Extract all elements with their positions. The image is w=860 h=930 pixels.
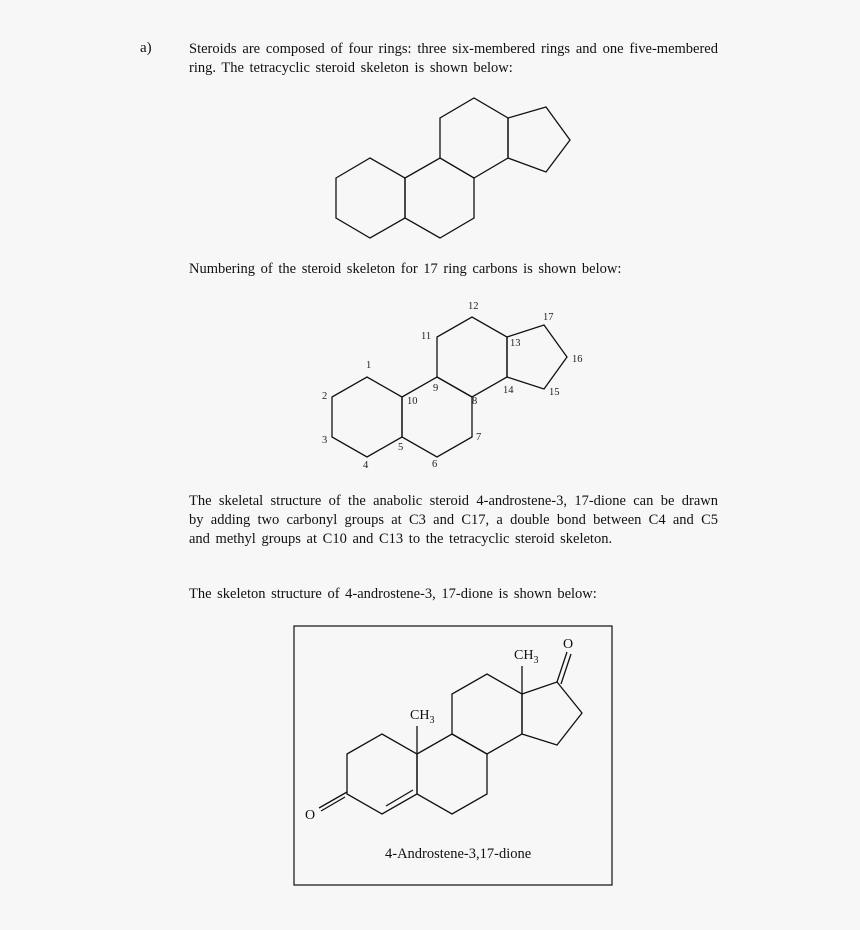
ring-b [405, 158, 474, 238]
andro-ring-d [522, 682, 582, 745]
steroid-skeleton-diagram [336, 98, 570, 238]
andro-ring-c [452, 674, 522, 754]
numbered-skeleton-diagram [322, 301, 583, 471]
numbered-ring-a [332, 377, 402, 457]
skeletal-paragraph: The skeletal structure of the anabolic steroid 4-androstene-3, 17-dione can be drawn by adding two carbonyl groups at C3 and C17, a double bond between C4 and C5 and methyl groups at C10 and C13 to the tetracyclic steroid skeleton. [189, 493, 718, 547]
c3-oxygen-label: O [305, 808, 316, 823]
c3-carbonyl-bond-2 [321, 797, 345, 811]
c3-carbonyl-bond-1 [319, 792, 347, 808]
intro-paragraph: Steroids are composed of four rings: three six-membered rings and one five-membered ring. The tetracyclic steroid skeleton is shown below: [189, 41, 718, 76]
label-c12: 12 [468, 301, 479, 312]
c17-carbonyl-bond-2 [561, 654, 571, 684]
label-c8: 8 [472, 396, 478, 407]
c10-methyl-label: $CH_3$ [410, 708, 435, 726]
label-c15: 15 [549, 387, 560, 398]
label-c4: 4 [363, 460, 369, 471]
label-c10: 10 [407, 396, 418, 407]
ring-a [336, 158, 405, 238]
label-c9: 9 [433, 383, 439, 394]
androstenedione-figure [294, 626, 612, 885]
numbering-paragraph: Numbering of the steroid skeleton for 17 ring carbons is shown below: [189, 261, 622, 277]
label-c11: 11 [421, 331, 432, 342]
structure-caption: 4-Androstene-3,17-dione [385, 846, 532, 862]
label-c1: 1 [366, 360, 372, 371]
label-c14: 14 [503, 385, 514, 396]
label-c17: 17 [543, 312, 554, 323]
ring-d [508, 107, 570, 172]
label-c16: 16 [572, 354, 583, 365]
c17-carbonyl-bond-1 [557, 652, 567, 682]
item-label: a) [140, 40, 152, 56]
skeleton-shown-paragraph: The skeleton structure of 4-androstene-3, 17-dione is shown below: [189, 586, 597, 602]
andro-ring-a [347, 734, 417, 814]
ring-c [440, 98, 508, 178]
numbered-ring-d [507, 325, 567, 389]
andro-ring-b [417, 734, 487, 814]
label-c3: 3 [322, 435, 328, 446]
label-c7: 7 [476, 432, 482, 443]
numbered-ring-c [437, 317, 507, 397]
label-c2: 2 [322, 391, 328, 402]
label-c13: 13 [510, 338, 521, 349]
label-c5: 5 [398, 442, 404, 453]
c17-oxygen-label: O [563, 637, 574, 652]
label-c6: 6 [432, 459, 438, 470]
c13-methyl-label: $CH_3$ [514, 648, 539, 666]
